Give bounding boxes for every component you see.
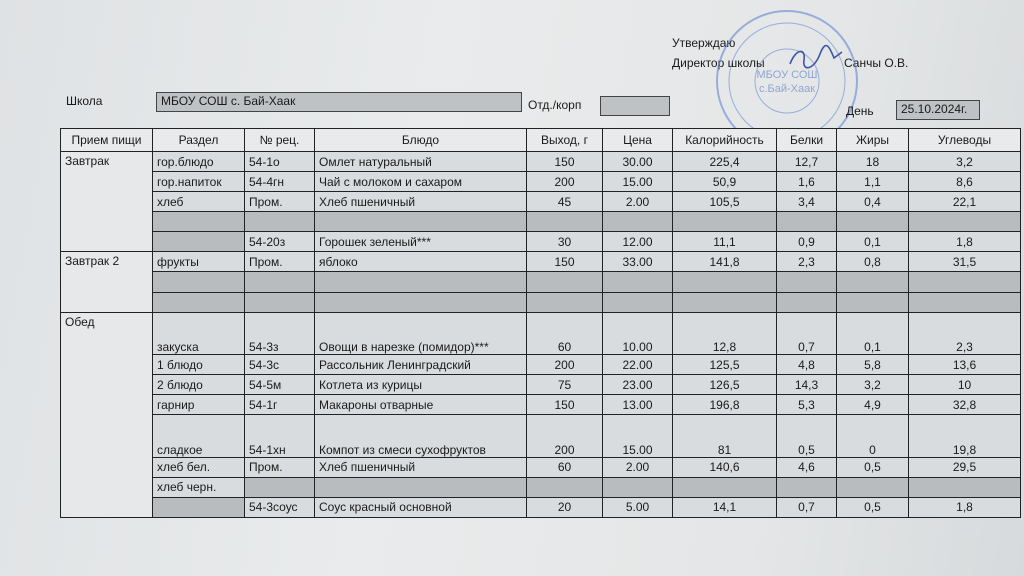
table-row [61,192,1021,212]
recipe-cell [245,477,315,497]
recipe-cell: Пром. [245,252,315,272]
dish-cell: Котлета из курицы [315,375,527,395]
protein-cell: 14,3 [777,375,837,395]
fat-cell: 1,1 [837,172,909,192]
carbs-cell: 32,8 [909,395,1021,415]
dish-cell: Чай с молоком и сахаром [315,172,527,192]
kcal-cell: 141,8 [673,252,777,272]
fat-cell: 0,1 [837,232,909,252]
meal-cell: Обед [61,312,153,517]
section-cell: хлеб бел. [153,457,245,477]
fat-cell: 0,5 [837,497,909,517]
kcal-cell [673,292,777,312]
fat-cell: 0,5 [837,457,909,477]
recipe-cell: 54-3соус [245,497,315,517]
yield-cell: 150 [527,152,603,172]
recipe-cell [245,292,315,312]
table-header [61,129,1021,152]
fat-cell: 0,4 [837,192,909,212]
protein-cell: 3,4 [777,192,837,212]
carbs-cell: 2,3 [909,312,1021,354]
section-cell: фрукты [153,252,245,272]
table-row [61,375,1021,395]
carbs-cell: 29,5 [909,457,1021,477]
recipe-cell: Пром. [245,192,315,212]
recipe-cell: 54-4гн [245,172,315,192]
approval-title: Утверждаю [672,36,736,50]
fat-cell: 0 [837,415,909,457]
section-cell: хлеб черн. [153,477,245,497]
col-price: Цена [603,129,673,152]
section-cell [153,272,245,292]
carbs-cell: 1,8 [909,232,1021,252]
carbs-cell: 1,8 [909,497,1021,517]
protein-cell [777,477,837,497]
col-yield: Выход, г [527,129,603,152]
kcal-cell: 140,6 [673,457,777,477]
table-row [61,457,1021,477]
table-row [61,212,1021,232]
dish-cell [315,292,527,312]
dish-cell: Компот из смеси сухофруктов [315,415,527,457]
dish-cell [315,272,527,292]
protein-cell: 1,6 [777,172,837,192]
yield-cell [527,272,603,292]
carbs-cell [909,292,1021,312]
carbs-cell: 8,6 [909,172,1021,192]
recipe-cell: 54-5м [245,375,315,395]
col-fat: Жиры [837,129,909,152]
kcal-cell [673,212,777,232]
protein-cell: 12,7 [777,152,837,172]
kcal-cell: 81 [673,415,777,457]
dept-field [600,96,670,116]
yield-cell: 60 [527,457,603,477]
yield-cell: 75 [527,375,603,395]
recipe-cell: 54-20з [245,232,315,252]
recipe-cell [245,272,315,292]
price-cell [603,272,673,292]
kcal-cell: 196,8 [673,395,777,415]
table-row [61,252,1021,272]
yield-cell: 60 [527,312,603,354]
table-row [61,312,1021,354]
table-row [61,395,1021,415]
kcal-cell: 14,1 [673,497,777,517]
fat-cell: 4,9 [837,395,909,415]
yield-cell: 30 [527,232,603,252]
section-cell [153,497,245,517]
protein-cell: 0,9 [777,232,837,252]
col-kcal: Калорийность [673,129,777,152]
price-cell: 5.00 [603,497,673,517]
price-cell: 33.00 [603,252,673,272]
price-cell: 12.00 [603,232,673,252]
protein-cell [777,212,837,232]
dish-cell: Макароны отварные [315,395,527,415]
price-cell [603,292,673,312]
section-cell: 1 блюдо [153,355,245,375]
protein-cell: 0,5 [777,415,837,457]
table-row [61,477,1021,497]
yield-cell: 150 [527,252,603,272]
kcal-cell: 12,8 [673,312,777,354]
protein-cell: 4,6 [777,457,837,477]
section-cell [153,212,245,232]
price-cell: 15.00 [603,172,673,192]
yield-cell [527,477,603,497]
menu-table [60,128,1020,518]
col-dish: Блюдо [315,129,527,152]
carbs-cell: 22,1 [909,192,1021,212]
section-cell: сладкое [153,415,245,457]
yield-cell: 200 [527,172,603,192]
section-cell: закуска [153,312,245,354]
recipe-cell [245,212,315,232]
kcal-cell: 105,5 [673,192,777,212]
col-carbs: Углеводы [909,129,1021,152]
section-cell: хлеб [153,192,245,212]
dish-cell: яблоко [315,252,527,272]
price-cell [603,477,673,497]
fat-cell: 3,2 [837,375,909,395]
yield-cell: 150 [527,395,603,415]
carbs-cell: 19,8 [909,415,1021,457]
carbs-cell [909,272,1021,292]
protein-cell [777,272,837,292]
dish-cell: Омлет натуральный [315,152,527,172]
kcal-cell: 50,9 [673,172,777,192]
school-field: МБОУ СОШ с. Бай-Хаак [156,92,522,112]
section-cell: гор.блюдо [153,152,245,172]
table-row [61,415,1021,457]
director-signature [786,44,846,74]
table-row [61,152,1021,172]
kcal-cell: 125,5 [673,355,777,375]
dish-cell: Соус красный основной [315,497,527,517]
yield-cell [527,212,603,232]
fat-cell: 5,8 [837,355,909,375]
stamp-line2: с.Бай-Хаак [758,83,816,95]
recipe-cell: Пром. [245,457,315,477]
recipe-cell: 54-1хн [245,415,315,457]
kcal-cell: 126,5 [673,375,777,395]
col-protein: Белки [777,129,837,152]
col-recipe: № рец. [245,129,315,152]
dish-cell [315,477,527,497]
carbs-cell: 31,5 [909,252,1021,272]
recipe-cell: 54-1о [245,152,315,172]
school-label: Школа [66,94,103,108]
protein-cell: 0,7 [777,312,837,354]
fat-cell [837,212,909,232]
yield-cell: 200 [527,355,603,375]
fat-cell [837,272,909,292]
price-cell: 30.00 [603,152,673,172]
section-cell: гор.напиток [153,172,245,192]
fat-cell [837,292,909,312]
carbs-cell [909,477,1021,497]
kcal-cell [673,272,777,292]
dish-cell: Горошек зеленый*** [315,232,527,252]
col-section: Раздел [153,129,245,152]
price-cell: 10.00 [603,312,673,354]
price-cell: 22.00 [603,355,673,375]
price-cell: 2.00 [603,457,673,477]
section-cell [153,232,245,252]
table-row [61,272,1021,292]
approval-position: Директор школы [672,56,765,70]
recipe-cell: 54-1г [245,395,315,415]
meal-cell: Завтрак 2 [61,252,153,312]
carbs-cell: 10 [909,375,1021,395]
yield-cell [527,292,603,312]
dish-cell: Овощи в нарезке (помидор)*** [315,312,527,354]
kcal-cell: 11,1 [673,232,777,252]
day-field: 25.10.2024г. [896,100,980,120]
dish-cell [315,212,527,232]
protein-cell: 2,3 [777,252,837,272]
recipe-cell: 54-3з [245,312,315,354]
kcal-cell: 225,4 [673,152,777,172]
protein-cell: 0,7 [777,497,837,517]
table-row [61,292,1021,312]
col-meal: Прием пищи [61,129,153,152]
dish-cell: Хлеб пшеничный [315,457,527,477]
section-cell: 2 блюдо [153,375,245,395]
section-cell [153,292,245,312]
price-cell [603,212,673,232]
protein-cell [777,292,837,312]
director-name: Санчы О.В. [844,56,909,70]
fat-cell: 18 [837,152,909,172]
price-cell: 2.00 [603,192,673,212]
fat-cell: 0,8 [837,252,909,272]
recipe-cell: 54-3с [245,355,315,375]
section-cell: гарнир [153,395,245,415]
carbs-cell: 3,2 [909,152,1021,172]
carbs-cell: 13,6 [909,355,1021,375]
table-row [61,232,1021,252]
fat-cell: 0,1 [837,312,909,354]
dish-cell: Хлеб пшеничный [315,192,527,212]
meal-cell: Завтрак [61,152,153,252]
protein-cell: 4,8 [777,355,837,375]
price-cell: 13.00 [603,395,673,415]
kcal-cell [673,477,777,497]
table-row [61,355,1021,375]
yield-cell: 45 [527,192,603,212]
fat-cell [837,477,909,497]
stamp-line1: МБОУ СОШ [756,69,818,81]
yield-cell: 200 [527,415,603,457]
carbs-cell [909,212,1021,232]
yield-cell: 20 [527,497,603,517]
table-row [61,497,1021,517]
protein-cell: 5,3 [777,395,837,415]
dish-cell: Рассольник Ленинградский [315,355,527,375]
dept-label: Отд./корп [528,98,582,112]
day-label: День [846,104,874,118]
table-row [61,172,1021,192]
price-cell: 15.00 [603,415,673,457]
price-cell: 23.00 [603,375,673,395]
